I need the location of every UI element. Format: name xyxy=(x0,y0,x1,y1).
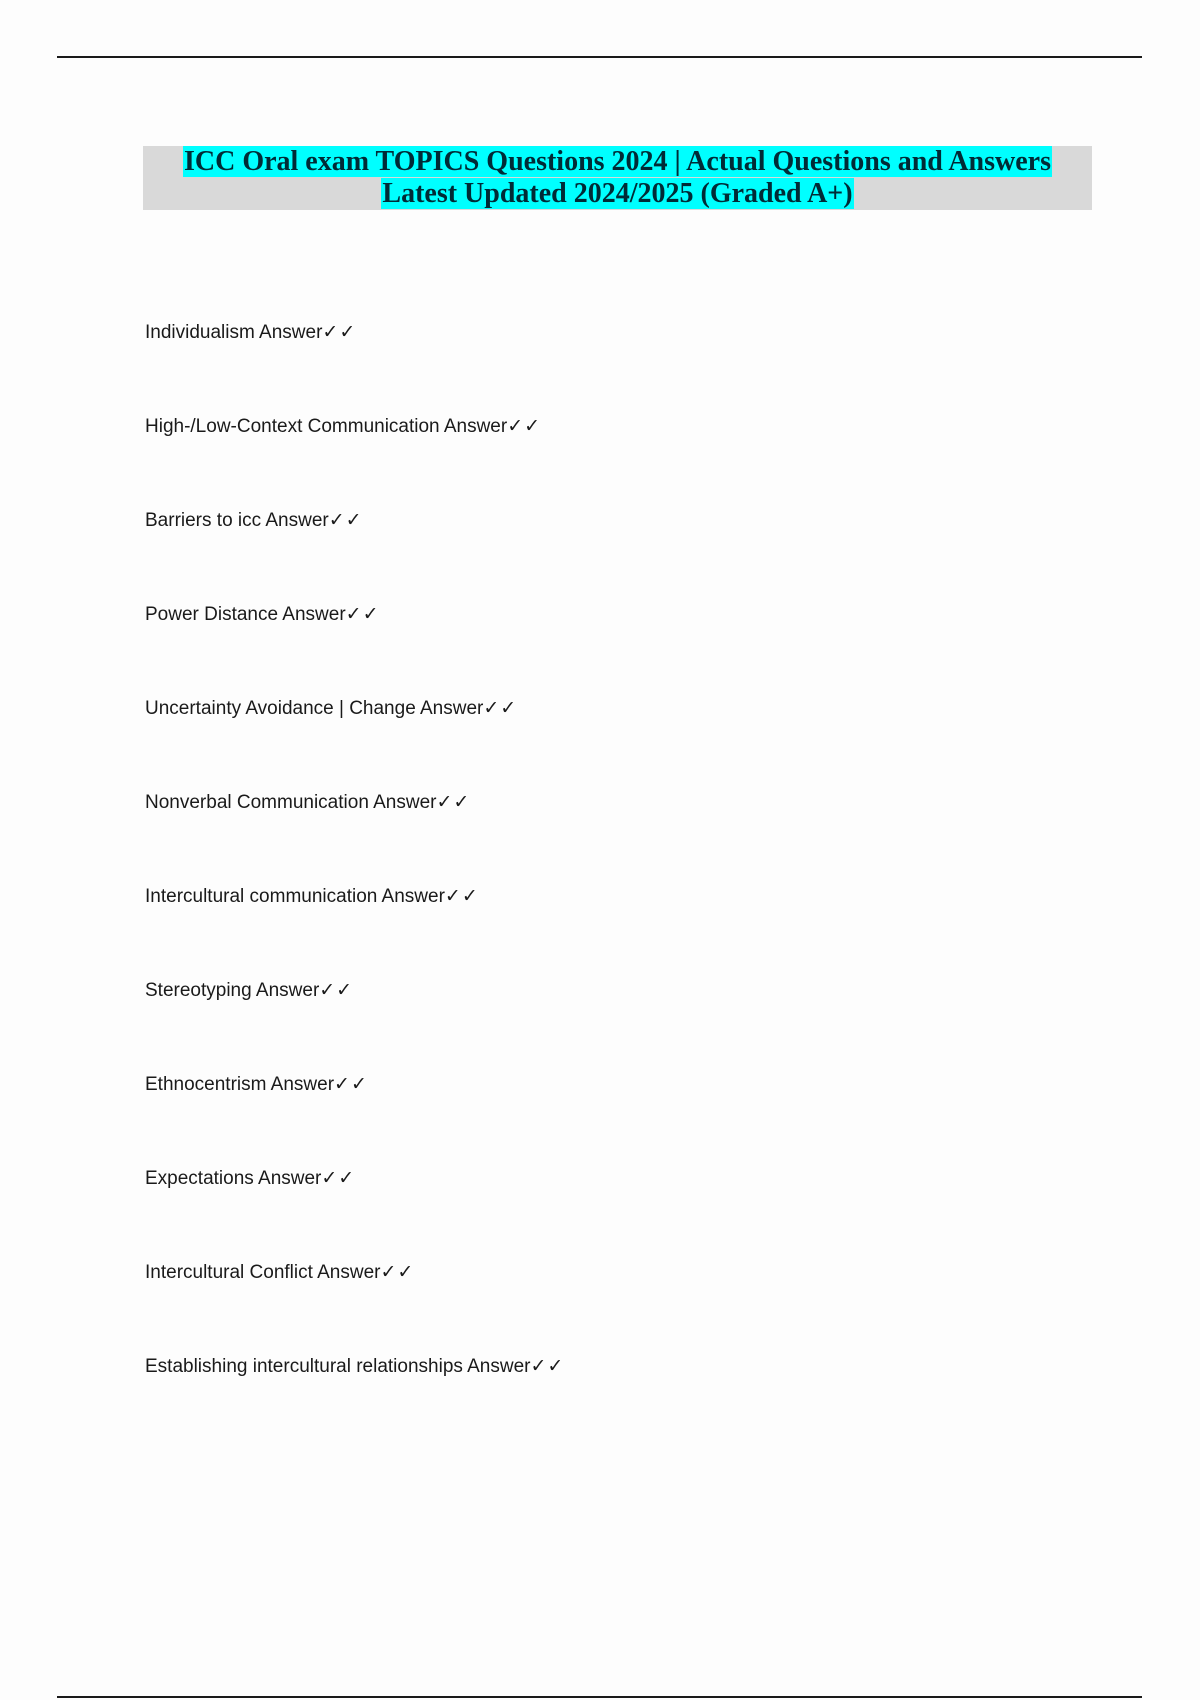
double-check-icon: ✓✓ xyxy=(345,603,380,625)
question-item xyxy=(145,976,564,1070)
double-check-icon: ✓✓ xyxy=(321,1167,356,1189)
question-text: Ethnocentrism Answer xyxy=(145,1074,335,1095)
question-text: High-/Low-Context Communication Answer xyxy=(145,416,508,437)
double-check-icon: ✓✓ xyxy=(380,1261,415,1283)
question-list xyxy=(145,318,564,1446)
footer-rule xyxy=(57,1696,1142,1698)
question-item xyxy=(145,318,564,412)
question-item xyxy=(145,1352,564,1446)
question-item xyxy=(145,694,564,788)
question-text: Intercultural communication Answer xyxy=(145,886,445,907)
double-check-icon: ✓✓ xyxy=(444,885,479,907)
question-item xyxy=(145,882,564,976)
header-rule xyxy=(57,56,1142,58)
question-text: Intercultural Conflict Answer xyxy=(145,1262,381,1283)
question-text: Individualism Answer xyxy=(145,322,323,343)
document-title xyxy=(183,146,1052,210)
question-item xyxy=(145,506,564,600)
double-check-icon: ✓✓ xyxy=(530,1355,565,1377)
question-item xyxy=(145,600,564,694)
question-text: Nonverbal Communication Answer xyxy=(145,792,437,813)
question-text: Power Distance Answer xyxy=(145,604,346,625)
question-text: Uncertainty Avoidance | Change Answer xyxy=(145,698,484,719)
double-check-icon: ✓✓ xyxy=(507,415,542,437)
title-line-2: Latest Updated 2024/2025 (Graded A+) xyxy=(382,178,853,209)
double-check-icon: ✓✓ xyxy=(436,791,471,813)
question-text: Expectations Answer xyxy=(145,1168,322,1189)
question-text: Establishing intercultural relationships Answer xyxy=(145,1356,531,1377)
question-text: Stereotyping Answer xyxy=(145,980,320,1001)
question-item xyxy=(145,412,564,506)
question-item xyxy=(145,1258,564,1352)
question-item xyxy=(145,1164,564,1258)
double-check-icon: ✓✓ xyxy=(334,1073,368,1095)
double-check-icon: ✓✓ xyxy=(483,697,518,719)
double-check-icon: ✓✓ xyxy=(319,979,354,1001)
document-title-box xyxy=(143,146,1092,210)
title-line-1: ICC Oral exam TOPICS Questions 2024 | Actual Questions and Answers xyxy=(183,146,1051,177)
double-check-icon: ✓✓ xyxy=(322,321,357,343)
question-text: Barriers to icc Answer xyxy=(145,510,329,531)
question-item xyxy=(145,1070,564,1164)
question-item xyxy=(145,788,564,882)
double-check-icon: ✓✓ xyxy=(328,509,363,531)
